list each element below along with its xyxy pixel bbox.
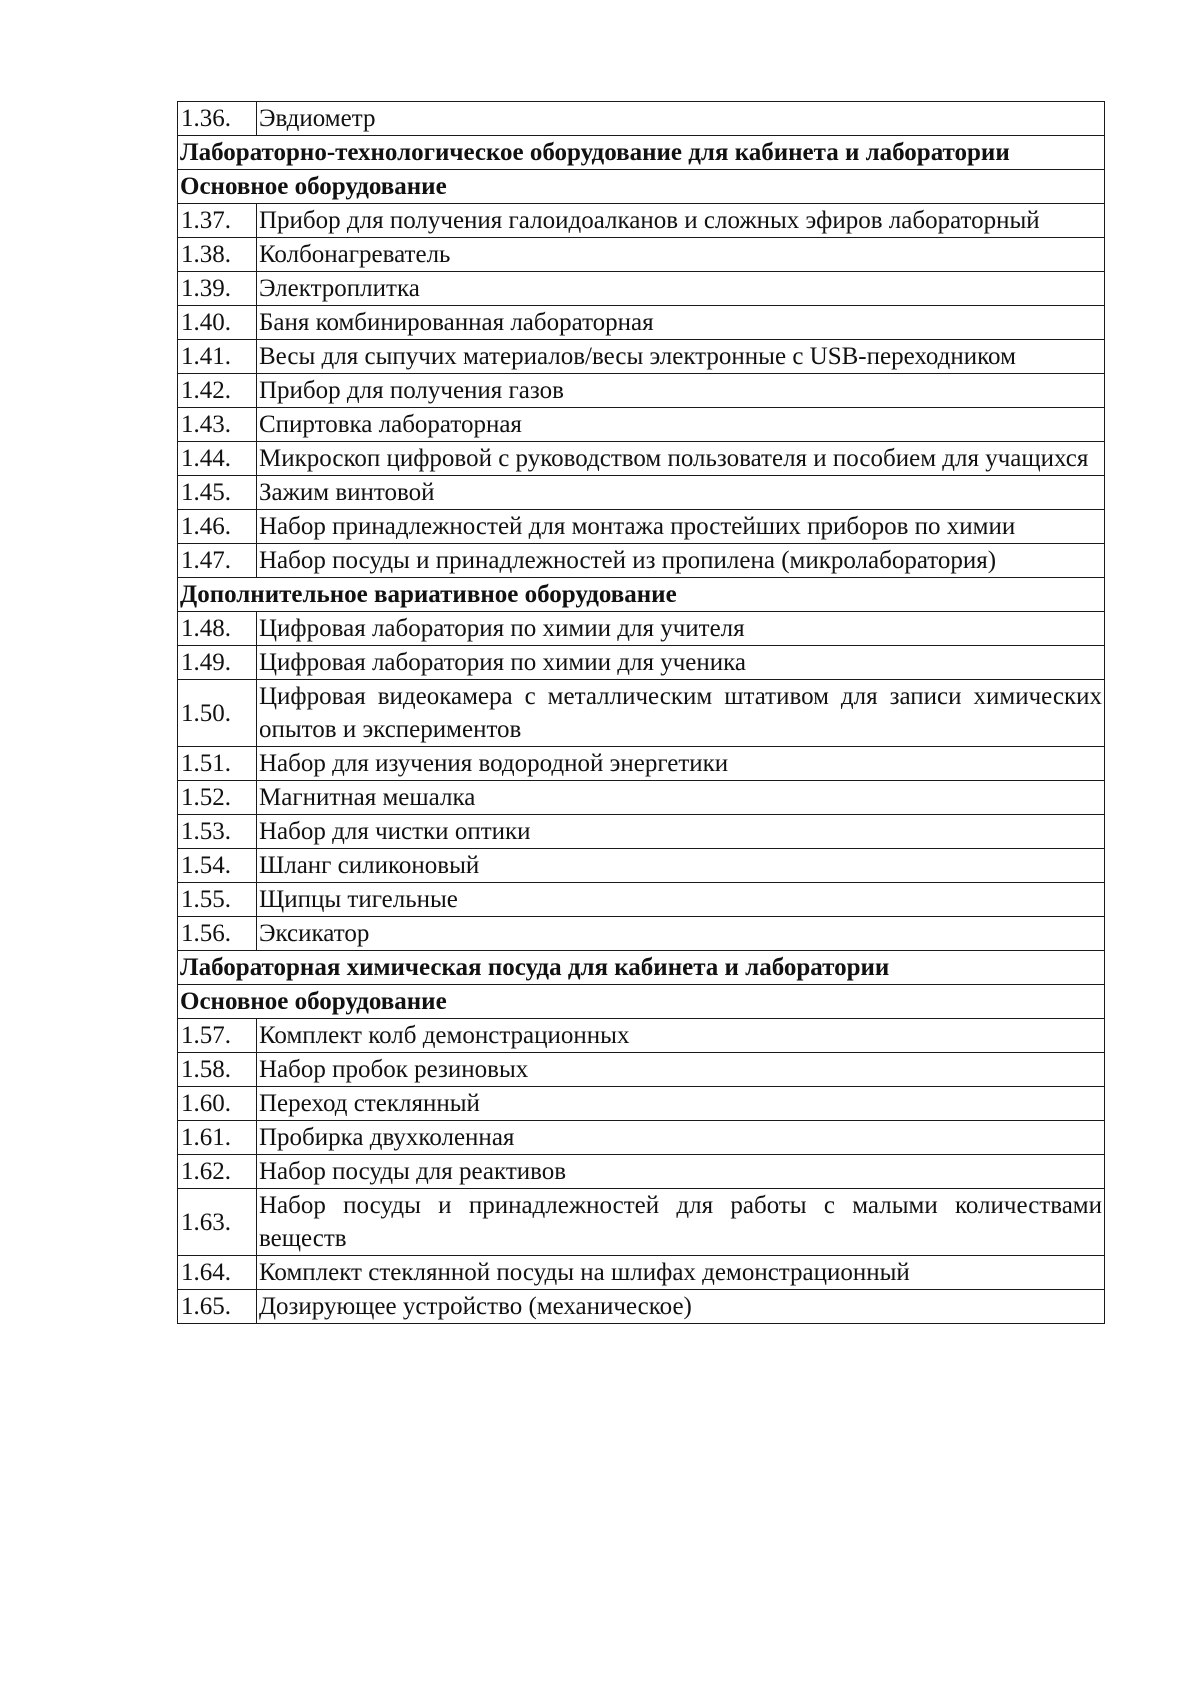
item-number: 1.61. <box>178 1121 257 1155</box>
table-row <box>178 306 1105 340</box>
item-number: 1.55. <box>178 883 257 917</box>
item-number: 1.62. <box>178 1155 257 1189</box>
equipment-table <box>177 101 1105 1324</box>
table-row <box>178 544 1105 578</box>
section-title: Основное оборудование <box>178 985 1105 1019</box>
item-number: 1.47. <box>178 544 257 578</box>
item-number: 1.36. <box>178 102 257 136</box>
item-name: Набор посуды и принадлежностей для работы с малыми количествами веществ <box>257 1189 1105 1256</box>
item-number: 1.65. <box>178 1290 257 1324</box>
table-row <box>178 442 1105 476</box>
item-number: 1.64. <box>178 1256 257 1290</box>
item-number: 1.40. <box>178 306 257 340</box>
item-name: Колбонагреватель <box>257 238 1105 272</box>
item-name: Микроскоп цифровой с руководством пользователя и пособием для учащихся <box>257 442 1105 476</box>
item-name: Зажим винтовой <box>257 476 1105 510</box>
table-row <box>178 510 1105 544</box>
item-name: Шланг силиконовый <box>257 849 1105 883</box>
table-row <box>178 374 1105 408</box>
item-name: Магнитная мешалка <box>257 781 1105 815</box>
item-name: Спиртовка лабораторная <box>257 408 1105 442</box>
item-number: 1.46. <box>178 510 257 544</box>
table-row <box>178 204 1105 238</box>
section-title: Лабораторная химическая посуда для кабинета и лаборатории <box>178 951 1105 985</box>
table-row <box>178 747 1105 781</box>
item-name: Прибор для получения галоидоалканов и сложных эфиров лабораторный <box>257 204 1105 238</box>
section-title: Лабораторно-технологическое оборудование для кабинета и лаборатории <box>178 136 1105 170</box>
item-name: Набор посуды для реактивов <box>257 1155 1105 1189</box>
item-name: Комплект колб демонстрационных <box>257 1019 1105 1053</box>
section-header-row <box>178 136 1105 170</box>
item-number: 1.56. <box>178 917 257 951</box>
item-name: Дозирующее устройство (механическое) <box>257 1290 1105 1324</box>
table-row <box>178 646 1105 680</box>
table-row <box>178 815 1105 849</box>
item-number: 1.43. <box>178 408 257 442</box>
item-name: Эвдиометр <box>257 102 1105 136</box>
table-row <box>178 1256 1105 1290</box>
table-row <box>178 272 1105 306</box>
equipment-table-body <box>178 102 1105 1324</box>
item-name: Переход стеклянный <box>257 1087 1105 1121</box>
table-row <box>178 883 1105 917</box>
table-row <box>178 102 1105 136</box>
item-number: 1.53. <box>178 815 257 849</box>
table-row <box>178 340 1105 374</box>
table-row <box>178 680 1105 747</box>
table-row <box>178 476 1105 510</box>
item-name: Весы для сыпучих материалов/весы электронные с USB-переходником <box>257 340 1105 374</box>
item-number: 1.44. <box>178 442 257 476</box>
item-name: Цифровая лаборатория по химии для ученика <box>257 646 1105 680</box>
item-number: 1.63. <box>178 1189 257 1256</box>
item-name: Комплект стеклянной посуды на шлифах демонстрационный <box>257 1256 1105 1290</box>
item-name: Цифровая видеокамера с металлическим штативом для записи химических опытов и экспериментов <box>257 680 1105 747</box>
item-name: Цифровая лаборатория по химии для учителя <box>257 612 1105 646</box>
item-name: Эксикатор <box>257 917 1105 951</box>
table-row <box>178 1053 1105 1087</box>
item-name: Электроплитка <box>257 272 1105 306</box>
item-number: 1.39. <box>178 272 257 306</box>
section-header-row <box>178 170 1105 204</box>
item-number: 1.57. <box>178 1019 257 1053</box>
item-name: Пробирка двухколенная <box>257 1121 1105 1155</box>
section-header-row <box>178 951 1105 985</box>
item-number: 1.50. <box>178 680 257 747</box>
table-row <box>178 1155 1105 1189</box>
item-number: 1.38. <box>178 238 257 272</box>
item-number: 1.58. <box>178 1053 257 1087</box>
item-name: Набор для изучения водородной энергетики <box>257 747 1105 781</box>
item-name: Набор посуды и принадлежностей из пропилена (микролаборатория) <box>257 544 1105 578</box>
item-name: Прибор для получения газов <box>257 374 1105 408</box>
item-number: 1.52. <box>178 781 257 815</box>
table-row <box>178 1121 1105 1155</box>
table-row <box>178 612 1105 646</box>
table-row <box>178 1189 1105 1256</box>
item-name: Баня комбинированная лабораторная <box>257 306 1105 340</box>
item-name: Набор принадлежностей для монтажа простейших приборов по химии <box>257 510 1105 544</box>
section-title: Дополнительное вариативное оборудование <box>178 578 1105 612</box>
item-name: Щипцы тигельные <box>257 883 1105 917</box>
table-row <box>178 238 1105 272</box>
item-number: 1.41. <box>178 340 257 374</box>
table-row <box>178 781 1105 815</box>
item-number: 1.49. <box>178 646 257 680</box>
item-name: Набор пробок резиновых <box>257 1053 1105 1087</box>
section-header-row <box>178 985 1105 1019</box>
table-row <box>178 408 1105 442</box>
item-number: 1.60. <box>178 1087 257 1121</box>
item-name: Набор для чистки оптики <box>257 815 1105 849</box>
item-number: 1.45. <box>178 476 257 510</box>
table-row <box>178 849 1105 883</box>
table-row <box>178 1087 1105 1121</box>
table-row <box>178 1019 1105 1053</box>
section-title: Основное оборудование <box>178 170 1105 204</box>
section-header-row <box>178 578 1105 612</box>
table-row <box>178 1290 1105 1324</box>
item-number: 1.54. <box>178 849 257 883</box>
item-number: 1.48. <box>178 612 257 646</box>
item-number: 1.51. <box>178 747 257 781</box>
item-number: 1.42. <box>178 374 257 408</box>
table-row <box>178 917 1105 951</box>
item-number: 1.37. <box>178 204 257 238</box>
